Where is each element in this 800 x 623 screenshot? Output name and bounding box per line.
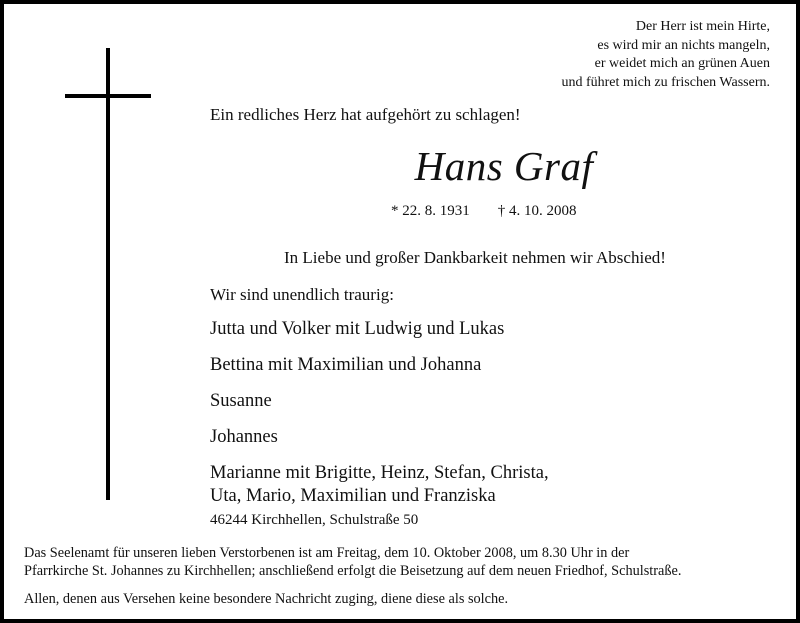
death-date: † 4. 10. 2008 — [497, 203, 577, 219]
family-address: 46244 Kirchhellen, Schulstraße 50 — [210, 512, 419, 528]
mourners-list — [210, 318, 549, 521]
psalm-verse — [561, 18, 770, 92]
life-dates — [391, 203, 577, 220]
cross-horizontal-bar — [65, 94, 151, 98]
farewell-line: In Liebe und großer Dankbarkeit nehmen wir Abschied! — [284, 248, 666, 267]
mourning-intro: Wir sind unendlich traurig: — [210, 285, 394, 304]
psalm-line: Der Herr ist mein Hirte, — [635, 19, 770, 34]
mourner-entry: Bettina mit Maximilian und Johanna — [210, 355, 482, 375]
service-notice — [24, 544, 794, 580]
service-line: Das Seelenamt für unseren lieben Verstorbenen ist am Freitag, dem 10. Oktober 2008, um 8.30 Uhr in der — [24, 545, 630, 561]
deceased-name: Hans Graf — [414, 143, 594, 189]
intro-line: Ein redliches Herz hat aufgehört zu schlagen! — [210, 105, 521, 124]
psalm-line: er weidet mich an grünen Auen — [594, 56, 770, 71]
mourner-entry: Marianne mit Brigitte, Heinz, Stefan, Christa, Uta, Mario, Maximilian und Franziska — [210, 463, 549, 506]
mourner-entry: Johannes — [210, 427, 278, 447]
birth-date: * 22. 8. 1931 — [391, 203, 470, 219]
mourner-entry: Susanne — [210, 391, 272, 411]
mourner-entry: Jutta und Volker mit Ludwig und Lukas — [210, 319, 505, 339]
closing-note: Allen, denen aus Versehen keine besondere Nachricht zuging, diene diese als solche. — [24, 591, 509, 607]
service-line: Pfarrkirche St. Johannes zu Kirchhellen; anschließend erfolgt die Beisetzung auf dem neuen Friedhof, Schulstraße. — [24, 563, 682, 579]
psalm-line: und führet mich zu frischen Wassern. — [561, 74, 770, 90]
cross-vertical-bar — [106, 48, 110, 500]
psalm-line: es wird mir an nichts mangeln, — [597, 37, 770, 53]
